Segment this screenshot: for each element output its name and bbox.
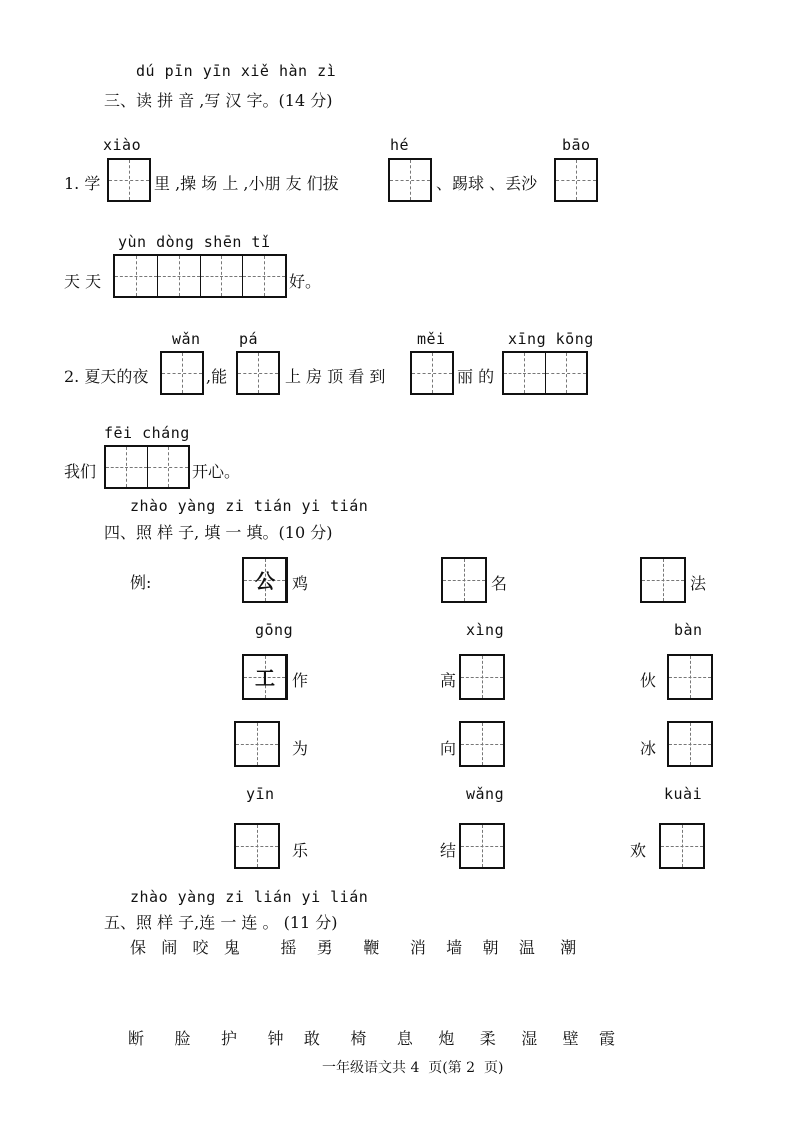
- answer-box-feichang[interactable]: [104, 445, 190, 489]
- answer-box-xiang[interactable]: [459, 721, 505, 767]
- char-gao: 高: [440, 671, 457, 690]
- answer-box-fa[interactable]: [640, 557, 686, 603]
- char-ming: 名: [491, 574, 508, 593]
- pinyin-wan: wǎn: [172, 330, 201, 348]
- answer-box-ming[interactable]: [441, 557, 487, 603]
- pinyin-wang: wǎng: [466, 785, 505, 803]
- answer-box-xiao[interactable]: [107, 158, 151, 202]
- pinyin-kuai: kuài: [664, 785, 703, 803]
- answer-box-bao[interactable]: [554, 158, 598, 202]
- example-char-gong-2: 工: [255, 665, 275, 690]
- char-huan: 欢: [630, 841, 647, 860]
- pinyin-gong: gōng: [255, 621, 294, 639]
- answer-box-yue[interactable]: [234, 823, 280, 869]
- answer-box-wan[interactable]: [160, 351, 204, 395]
- pinyin-yundongshenti: yùn dòng shēn tǐ: [118, 233, 271, 251]
- char-fa: 法: [690, 574, 707, 593]
- section5-pinyin: zhào yàng zi lián yi lián: [130, 888, 369, 906]
- q2-text-2: ,能: [206, 367, 228, 386]
- answer-box-he[interactable]: [388, 158, 432, 202]
- answer-box-wei[interactable]: [234, 721, 280, 767]
- answer-box-huo[interactable]: [667, 654, 713, 700]
- answer-box-xingkong[interactable]: [502, 351, 588, 395]
- pinyin-yin: yīn: [246, 785, 275, 803]
- char-jie: 结: [440, 841, 457, 860]
- char-zuo: 作: [292, 671, 309, 690]
- answer-box-gao[interactable]: [459, 654, 505, 700]
- answer-box-huan[interactable]: [659, 823, 705, 869]
- pinyin-xing: xìng: [466, 621, 505, 639]
- answer-box-pa[interactable]: [236, 351, 280, 395]
- pinyin-xingkong: xīng kōng: [508, 330, 594, 348]
- pinyin-feichang: fēi cháng: [104, 424, 190, 442]
- q2-text-4: 丽 的: [457, 367, 495, 386]
- example-label: 例:: [130, 573, 152, 592]
- q1-text-3: 、踢球 、丢沙: [436, 174, 538, 193]
- example-box-gong: [242, 557, 288, 603]
- pinyin-pa: pá: [239, 330, 259, 348]
- char-bing: 冰: [640, 739, 657, 758]
- q2-text-3: 上 房 顶 看 到: [285, 367, 386, 386]
- pinyin-ban: bàn: [674, 621, 703, 639]
- match-bottom-row[interactable]: 断 脸 护 钟 敢 椅 息 炮 柔 湿 壁 霞: [128, 1029, 615, 1048]
- q2-text-5: 我们: [64, 462, 97, 481]
- char-wei: 为: [292, 739, 309, 758]
- section5-heading: 五、照 样 子,连 一 连 。 (11 分): [104, 913, 338, 932]
- q1-text-4: 天 天: [64, 272, 102, 291]
- q1-text-5: 好。: [289, 272, 322, 291]
- q1-text-1: 1. 学: [64, 174, 101, 193]
- answer-box-mei[interactable]: [410, 351, 454, 395]
- q1-text-2: 里 ,操 场 上 ,小朋 友 们拔: [154, 174, 339, 193]
- char-huo: 伙: [640, 671, 657, 690]
- pinyin-xiao: xiào: [103, 136, 142, 154]
- example-box-zuo: [242, 654, 288, 700]
- q2-text-6: 开心。: [192, 462, 241, 481]
- answer-box-yundongshenti[interactable]: [113, 254, 287, 298]
- section3-heading: 三、读 拼 音 ,写 汉 字。(14 分): [104, 91, 333, 110]
- section4-pinyin: zhào yàng zi tián yi tián: [130, 497, 369, 515]
- q2-text-1: 2. 夏天的夜: [64, 367, 149, 386]
- char-le: 乐: [292, 841, 309, 860]
- answer-box-bing[interactable]: [667, 721, 713, 767]
- pinyin-he: hé: [390, 136, 410, 154]
- section3-pinyin: dú pīn yīn xiě hàn zì: [136, 62, 337, 80]
- answer-box-jie[interactable]: [459, 823, 505, 869]
- char-xiang: 向: [440, 739, 457, 758]
- page-footer: 一年级语文共 4 页(第 2 页): [322, 1060, 504, 1076]
- example-char-gong: 公: [255, 568, 275, 593]
- match-top-row[interactable]: 保 闹 咬 鬼 摇 勇 鞭 消 墙 朝 温 潮: [130, 938, 577, 957]
- pinyin-bao: bāo: [562, 136, 591, 154]
- char-ji: 鸡: [292, 574, 309, 593]
- section4-heading: 四、照 样 子, 填 一 填。(10 分): [104, 523, 333, 542]
- pinyin-mei: měi: [417, 330, 446, 348]
